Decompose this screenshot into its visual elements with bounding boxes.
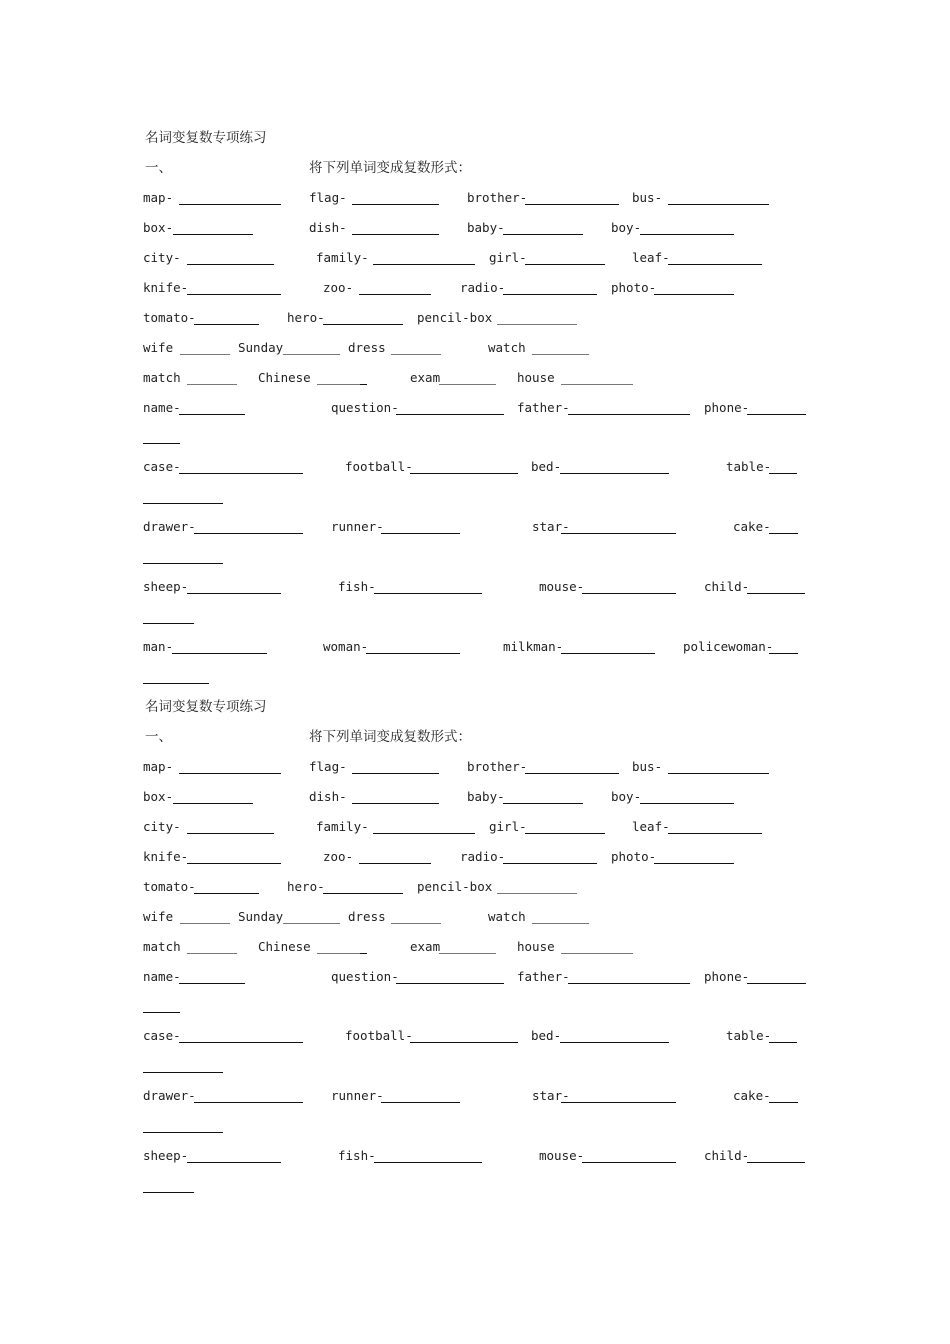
word-label: name- bbox=[143, 969, 181, 984]
answer-blank[interactable] bbox=[283, 354, 340, 355]
answer-blank[interactable] bbox=[381, 1102, 460, 1103]
answer-blank[interactable] bbox=[503, 863, 597, 864]
word-label: Chinese bbox=[258, 939, 311, 954]
answer-blank[interactable] bbox=[640, 234, 734, 235]
word-label: phone- bbox=[704, 400, 750, 415]
word-label: dish- bbox=[309, 220, 347, 235]
word-label: drawer- bbox=[143, 519, 196, 534]
word-row-continuation bbox=[0, 669, 950, 689]
answer-blank[interactable] bbox=[373, 264, 475, 265]
word-label: name- bbox=[143, 400, 181, 415]
word-label: girl- bbox=[489, 250, 527, 265]
answer-blank[interactable] bbox=[668, 264, 762, 265]
word-label: city- bbox=[143, 250, 181, 265]
answer-blank[interactable] bbox=[173, 803, 253, 804]
answer-blank[interactable] bbox=[143, 443, 180, 444]
answer-blank[interactable] bbox=[360, 953, 367, 954]
answer-blank[interactable] bbox=[525, 264, 605, 265]
word-label: baby- bbox=[467, 220, 505, 235]
answer-blank[interactable] bbox=[503, 234, 583, 235]
word-label: sheep- bbox=[143, 579, 189, 594]
word-row bbox=[0, 639, 950, 659]
word-label: baby- bbox=[467, 789, 505, 804]
answer-blank[interactable] bbox=[561, 533, 676, 534]
word-row-continuation bbox=[0, 998, 950, 1018]
word-label: child- bbox=[704, 579, 750, 594]
answer-blank[interactable] bbox=[179, 983, 245, 984]
word-row bbox=[0, 190, 950, 210]
word-label: leaf- bbox=[632, 250, 670, 265]
word-label: Sunday bbox=[238, 340, 284, 355]
answer-blank[interactable] bbox=[391, 923, 441, 924]
word-label: fish- bbox=[338, 1148, 376, 1163]
word-label: flag- bbox=[309, 190, 347, 205]
word-row bbox=[0, 969, 950, 989]
word-label: map- bbox=[143, 190, 174, 205]
word-label: zoo- bbox=[323, 849, 354, 864]
answer-blank[interactable] bbox=[396, 414, 504, 415]
word-label: dish- bbox=[309, 789, 347, 804]
answer-blank[interactable] bbox=[173, 234, 253, 235]
word-row-continuation bbox=[0, 1058, 950, 1078]
word-label: star- bbox=[532, 1088, 570, 1103]
answer-blank[interactable] bbox=[410, 473, 518, 474]
answer-blank[interactable] bbox=[180, 354, 230, 355]
word-label: runner- bbox=[331, 1088, 384, 1103]
word-label: radio- bbox=[460, 849, 506, 864]
answer-blank[interactable] bbox=[561, 1102, 676, 1103]
word-label: bus- bbox=[632, 190, 663, 205]
answer-blank[interactable] bbox=[360, 384, 367, 385]
word-label: tomato- bbox=[143, 879, 196, 894]
answer-blank[interactable] bbox=[525, 773, 619, 774]
word-label: tomato- bbox=[143, 310, 196, 325]
word-row bbox=[0, 280, 950, 300]
answer-blank[interactable] bbox=[561, 953, 633, 954]
answer-blank[interactable] bbox=[359, 294, 431, 295]
answer-blank[interactable] bbox=[180, 923, 230, 924]
answer-blank[interactable] bbox=[179, 473, 303, 474]
word-label: mouse- bbox=[539, 1148, 585, 1163]
word-row bbox=[0, 1088, 950, 1108]
answer-blank[interactable] bbox=[352, 204, 439, 205]
word-label: box- bbox=[143, 220, 174, 235]
answer-blank[interactable] bbox=[747, 1162, 805, 1163]
section-number: 一、 bbox=[145, 729, 172, 745]
word-row-continuation bbox=[0, 549, 950, 569]
word-row bbox=[0, 459, 950, 479]
word-label: woman- bbox=[323, 639, 369, 654]
word-label: house bbox=[517, 939, 555, 954]
word-row bbox=[0, 909, 950, 929]
word-row-continuation bbox=[0, 429, 950, 449]
answer-blank[interactable] bbox=[317, 953, 360, 954]
word-label: table- bbox=[726, 459, 772, 474]
answer-blank[interactable] bbox=[283, 923, 340, 924]
word-label: table- bbox=[726, 1028, 772, 1043]
word-row bbox=[0, 789, 950, 809]
answer-blank[interactable] bbox=[503, 294, 597, 295]
answer-blank[interactable] bbox=[143, 563, 223, 564]
word-label: dress bbox=[348, 909, 386, 924]
answer-blank[interactable] bbox=[561, 384, 633, 385]
answer-blank[interactable] bbox=[172, 653, 267, 654]
word-label: photo- bbox=[611, 280, 657, 295]
word-label: exam bbox=[410, 370, 441, 385]
answer-blank[interactable] bbox=[747, 593, 805, 594]
answer-blank[interactable] bbox=[439, 953, 496, 954]
answer-blank[interactable] bbox=[497, 324, 577, 325]
answer-blank[interactable] bbox=[747, 414, 806, 415]
answer-blank[interactable] bbox=[439, 384, 496, 385]
answer-blank[interactable] bbox=[747, 983, 806, 984]
answer-blank[interactable] bbox=[396, 983, 504, 984]
word-label: policewoman- bbox=[683, 639, 774, 654]
answer-blank[interactable] bbox=[381, 533, 460, 534]
answer-blank[interactable] bbox=[640, 803, 734, 804]
answer-blank[interactable] bbox=[359, 863, 431, 864]
word-label: wife bbox=[143, 909, 174, 924]
word-row-continuation bbox=[0, 1118, 950, 1138]
answer-blank[interactable] bbox=[410, 1042, 518, 1043]
word-label: bed- bbox=[531, 1028, 562, 1043]
word-row bbox=[0, 819, 950, 839]
word-row-continuation bbox=[0, 489, 950, 509]
answer-blank[interactable] bbox=[568, 983, 690, 984]
word-label: child- bbox=[704, 1148, 750, 1163]
answer-blank[interactable] bbox=[194, 533, 303, 534]
answer-blank[interactable] bbox=[352, 803, 439, 804]
word-row bbox=[0, 519, 950, 539]
word-label: box- bbox=[143, 789, 174, 804]
answer-blank[interactable] bbox=[187, 294, 281, 295]
word-label: hero- bbox=[287, 879, 325, 894]
word-row-continuation bbox=[0, 609, 950, 629]
answer-blank[interactable] bbox=[179, 1042, 303, 1043]
answer-blank[interactable] bbox=[668, 833, 762, 834]
word-label: case- bbox=[143, 1028, 181, 1043]
answer-blank[interactable] bbox=[769, 533, 798, 534]
word-label: exam bbox=[410, 939, 441, 954]
answer-blank[interactable] bbox=[373, 833, 475, 834]
word-label: drawer- bbox=[143, 1088, 196, 1103]
word-row bbox=[0, 849, 950, 869]
word-row bbox=[0, 939, 950, 959]
answer-blank[interactable] bbox=[194, 324, 259, 325]
answer-blank[interactable] bbox=[323, 893, 403, 894]
word-label: knife- bbox=[143, 280, 189, 295]
answer-blank[interactable] bbox=[532, 354, 589, 355]
word-label: girl- bbox=[489, 819, 527, 834]
word-row bbox=[0, 400, 950, 420]
answer-blank[interactable] bbox=[187, 863, 281, 864]
word-label: Sunday bbox=[238, 909, 284, 924]
answer-blank[interactable] bbox=[179, 204, 281, 205]
word-label: family- bbox=[316, 819, 369, 834]
word-label: watch bbox=[488, 340, 526, 355]
answer-blank[interactable] bbox=[582, 1162, 676, 1163]
word-label: match bbox=[143, 939, 181, 954]
word-row bbox=[0, 340, 950, 360]
word-label: hero- bbox=[287, 310, 325, 325]
word-label: football- bbox=[345, 459, 413, 474]
answer-blank[interactable] bbox=[503, 803, 583, 804]
word-row-continuation bbox=[0, 1178, 950, 1198]
answer-blank[interactable] bbox=[187, 384, 237, 385]
answer-blank[interactable] bbox=[769, 1042, 797, 1043]
word-label: flag- bbox=[309, 759, 347, 774]
answer-blank[interactable] bbox=[179, 773, 281, 774]
word-label: house bbox=[517, 370, 555, 385]
word-row bbox=[0, 1028, 950, 1048]
word-label: photo- bbox=[611, 849, 657, 864]
answer-blank[interactable] bbox=[525, 833, 605, 834]
word-label: bed- bbox=[531, 459, 562, 474]
answer-blank[interactable] bbox=[374, 593, 482, 594]
answer-blank[interactable] bbox=[143, 1012, 180, 1013]
word-label: pencil-box bbox=[417, 879, 493, 894]
word-label: sheep- bbox=[143, 1148, 189, 1163]
answer-blank[interactable] bbox=[560, 473, 669, 474]
answer-blank[interactable] bbox=[391, 354, 441, 355]
section-instruction: 将下列单词变成复数形式： bbox=[309, 160, 471, 176]
word-row bbox=[0, 1148, 950, 1168]
answer-blank[interactable] bbox=[668, 204, 769, 205]
word-label: dress bbox=[348, 340, 386, 355]
word-label: radio- bbox=[460, 280, 506, 295]
answer-blank[interactable] bbox=[352, 773, 439, 774]
word-label: match bbox=[143, 370, 181, 385]
answer-blank[interactable] bbox=[194, 893, 259, 894]
word-label: pencil-box bbox=[417, 310, 493, 325]
answer-blank[interactable] bbox=[668, 773, 769, 774]
answer-blank[interactable] bbox=[187, 833, 274, 834]
answer-blank[interactable] bbox=[143, 683, 209, 684]
answer-blank[interactable] bbox=[187, 264, 274, 265]
word-label: brother- bbox=[467, 759, 528, 774]
answer-blank[interactable] bbox=[352, 234, 439, 235]
word-label: father- bbox=[517, 400, 570, 415]
answer-blank[interactable] bbox=[769, 473, 797, 474]
word-label: cake- bbox=[733, 1088, 771, 1103]
answer-blank[interactable] bbox=[568, 414, 690, 415]
answer-blank[interactable] bbox=[143, 503, 223, 504]
word-label: map- bbox=[143, 759, 174, 774]
answer-blank[interactable] bbox=[374, 1162, 482, 1163]
section-number: 一、 bbox=[145, 160, 172, 176]
word-row bbox=[0, 310, 950, 330]
answer-blank[interactable] bbox=[187, 1162, 281, 1163]
word-label: father- bbox=[517, 969, 570, 984]
word-row bbox=[0, 370, 950, 390]
word-label: wife bbox=[143, 340, 174, 355]
answer-blank[interactable] bbox=[323, 324, 403, 325]
answer-blank[interactable] bbox=[143, 1192, 194, 1193]
word-label: fish- bbox=[338, 579, 376, 594]
word-label: mouse- bbox=[539, 579, 585, 594]
word-label: case- bbox=[143, 459, 181, 474]
word-label: leaf- bbox=[632, 819, 670, 834]
answer-blank[interactable] bbox=[179, 414, 245, 415]
answer-blank[interactable] bbox=[769, 653, 798, 654]
answer-blank[interactable] bbox=[187, 953, 237, 954]
word-label: runner- bbox=[331, 519, 384, 534]
answer-blank[interactable] bbox=[497, 893, 577, 894]
answer-blank[interactable] bbox=[194, 1102, 303, 1103]
answer-blank[interactable] bbox=[582, 593, 676, 594]
word-label: man- bbox=[143, 639, 174, 654]
word-row bbox=[0, 759, 950, 779]
word-label: Chinese bbox=[258, 370, 311, 385]
section-instruction: 将下列单词变成复数形式： bbox=[309, 729, 471, 745]
word-label: football- bbox=[345, 1028, 413, 1043]
word-label: zoo- bbox=[323, 280, 354, 295]
answer-blank[interactable] bbox=[654, 863, 734, 864]
answer-blank[interactable] bbox=[366, 653, 460, 654]
worksheet-title: 名词变复数专项练习 bbox=[145, 699, 267, 715]
answer-blank[interactable] bbox=[525, 204, 619, 205]
answer-blank[interactable] bbox=[654, 294, 734, 295]
word-label: boy- bbox=[611, 220, 642, 235]
answer-blank[interactable] bbox=[317, 384, 360, 385]
word-label: city- bbox=[143, 819, 181, 834]
word-label: cake- bbox=[733, 519, 771, 534]
answer-blank[interactable] bbox=[187, 593, 281, 594]
word-label: question- bbox=[331, 400, 399, 415]
answer-blank[interactable] bbox=[143, 623, 194, 624]
word-label: question- bbox=[331, 969, 399, 984]
answer-blank[interactable] bbox=[560, 1042, 669, 1043]
word-row bbox=[0, 250, 950, 270]
word-row bbox=[0, 220, 950, 240]
answer-blank[interactable] bbox=[769, 1102, 798, 1103]
answer-blank[interactable] bbox=[143, 1072, 223, 1073]
word-label: star- bbox=[532, 519, 570, 534]
answer-blank[interactable] bbox=[532, 923, 589, 924]
answer-blank[interactable] bbox=[561, 653, 655, 654]
word-label: watch bbox=[488, 909, 526, 924]
word-label: knife- bbox=[143, 849, 189, 864]
word-row bbox=[0, 579, 950, 599]
word-label: boy- bbox=[611, 789, 642, 804]
answer-blank[interactable] bbox=[143, 1132, 223, 1133]
word-row bbox=[0, 879, 950, 899]
word-label: bus- bbox=[632, 759, 663, 774]
word-label: brother- bbox=[467, 190, 528, 205]
word-label: phone- bbox=[704, 969, 750, 984]
worksheet-title: 名词变复数专项练习 bbox=[145, 130, 267, 146]
word-label: milkman- bbox=[503, 639, 564, 654]
word-label: family- bbox=[316, 250, 369, 265]
